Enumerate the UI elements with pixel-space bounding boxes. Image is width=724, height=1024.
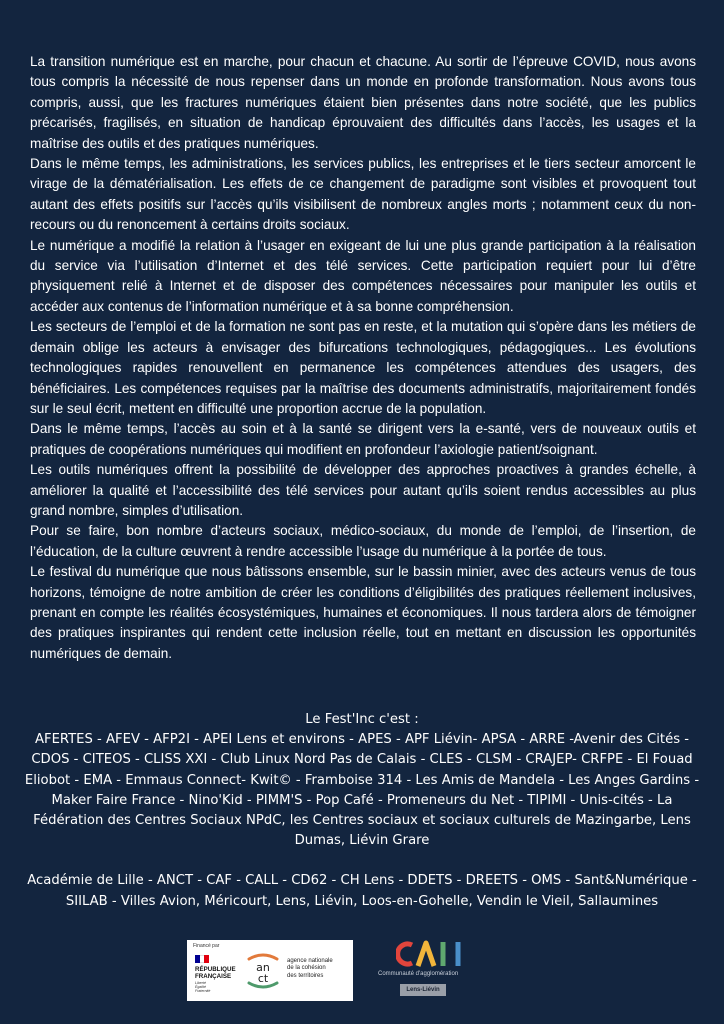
funding-logo-panel	[187, 940, 353, 1001]
funded-by-label: Financé par	[193, 943, 220, 949]
rf-motto	[195, 981, 210, 993]
partners-list-associations: AFERTES - AFEV - AFP2I - APEI Lens et environs - APES - APF Liévin- APSA - ARRE -Avenir des Cités - CDOS - CITEOS - CLISS XXI - Club Linux Nord Pas de Calais - CLES - CLSM - CRAJEP- CRFPE - El Fouad Eliobot - EMA - Emmaus Connect- Kwit© - Framboise 314 - Les Amis de Mandela - Les Anges Gardins - Maker Faire France - Nino'Kid - PIMM'S - Pop Café - Promeneurs du Net - TIPIMI - Unis-cités - La Fédération des Centres Sociaux NPdC, les Centres sociaux et sociaux culturels de Mazingarbe, Lens Dumas, Liévin Grare	[24, 732, 700, 849]
anct-line1: agence nationale	[287, 958, 333, 964]
rf-motto-2: Égalité	[195, 985, 206, 989]
rf-line1: RÉPUBLIQUE	[195, 966, 236, 973]
call-logo	[378, 938, 496, 1002]
call-wordmark-icon	[396, 940, 472, 968]
partners-heading: Le Fest'Inc c'est :	[305, 712, 419, 727]
rf-motto-3: Fraternité	[195, 989, 211, 993]
paragraph: Le numérique a modifié la relation à l’usager en exigeant de lui une plus grande participation à la réalisation du service via l’utilisation d’Internet et des télé services. Cette participation requiert pour lui d’être physiquement relié à Internet et de disposer des compétences nécessaires pour manipuler les outils et accéder aux contenus de l’information numérique et à sa bonne compréhension.	[30, 237, 696, 314]
anct-line2: de la cohésion	[287, 965, 326, 972]
paragraph: Pour se faire, bon nombre d’acteurs sociaux, médico-sociaux, du monde de l’emploi, de l’insertion, de l’éducation, de la culture œuvrent à rendre accessible l’usage du numérique à la portée de tous.	[30, 523, 696, 559]
partners-section	[20, 710, 704, 912]
republique-francaise-logo	[195, 966, 236, 980]
svg-text:an: an	[256, 961, 270, 974]
main-text	[30, 52, 696, 664]
anct-caption	[287, 958, 333, 980]
paragraph: Dans le même temps, l’accès au soin et à la santé se dirigent vers la e-santé, vers de nouveaux outils et pratiques de coopérations numériques qui modifient en profondeur l’axiologie patient/soignant.	[30, 421, 696, 457]
paragraph: Le festival du numérique que nous bâtissons ensemble, sur le bassin minier, avec des acteurs venus de tous horizons, témoigne de notre ambition de créer les conditions d’éligibilités des pratiques réellement inclusives, prenant en compte les réalités écosystémiques, humaines et économiques. Il nous tardera alors de témoigner des pratiques inspirantes qui rendent cette inclusion réelle, tout en mettant en discussion les opportunités numériques de demain.	[30, 564, 696, 661]
paragraph: La transition numérique est en marche, pour chacun et chacune. Au sortir de l’épreuve COVID, nous avons tous compris la nécessité de nous repenser dans un monde en profonde transformation. Nous avons tous compris, aussi, que les fractures numériques étaient bien présentes dans notre société, que les publics précarisés, fragilisés, en situation de handicap éprouvaient des difficultés dans l’accès, les usages et la maîtrise des outils et des pratiques numériques.	[30, 54, 696, 151]
partners-list-institutions: Académie de Lille - ANCT - CAF - CALL - CD62 - CH Lens - DDETS - DREETS - OMS - Sant&Numérique - SIILAB - Villes Avion, Méricourt, Lens, Liévin, Loos-en-Gohelle, Vendin le Vieil, Sallaumines	[27, 873, 697, 909]
call-subtitle: Communauté d'agglomération	[378, 971, 459, 977]
call-location-badge: Lens-Liévin	[400, 984, 446, 996]
paragraph: Les outils numériques offrent la possibilité de développer des approches proactives à grandes échelle, à améliorer la qualité et l’accessibilité des télé services pour autant qu’ils soient rendus accessibles au plus grand nombre, simples d’utilisation.	[30, 462, 696, 518]
svg-text:ct: ct	[257, 972, 269, 985]
paragraph: Dans le même temps, les administrations, les services publics, les entreprises et le tiers secteur amorcent le virage de la dématérialisation. Les effets de ce changement de paradigme sont visibles et provoquent tout autant des effets positifs sur l’accès qu’ils visibilisent de nombreux angles morts ; notamment ceux du non-recours ou du renoncement à certains droits sociaux.	[30, 156, 696, 233]
rf-motto-1: Liberté	[195, 981, 206, 985]
paragraph: Les secteurs de l’emploi et de la formation ne sont pas en reste, et la mutation qui s’opère dans les métiers de demain oblige les acteurs à envisager des bifurcations technologiques, pédagogiques... Les évolutions technologiques rapides renouvellent en permanence les compétences attendues des usagers, des bénéficiaires. Les compétences requises par la maîtrise des documents administratifs, majoritairement fondés sur le seul écrit, mettent en difficulté une proportion accrue de la population.	[30, 319, 696, 416]
anct-logo-icon	[245, 953, 281, 989]
anct-line3: des territoires	[287, 972, 324, 979]
logos-footer	[0, 938, 724, 1004]
rf-line2: FRANÇAISE	[195, 973, 232, 980]
french-flag-icon	[195, 955, 209, 963]
